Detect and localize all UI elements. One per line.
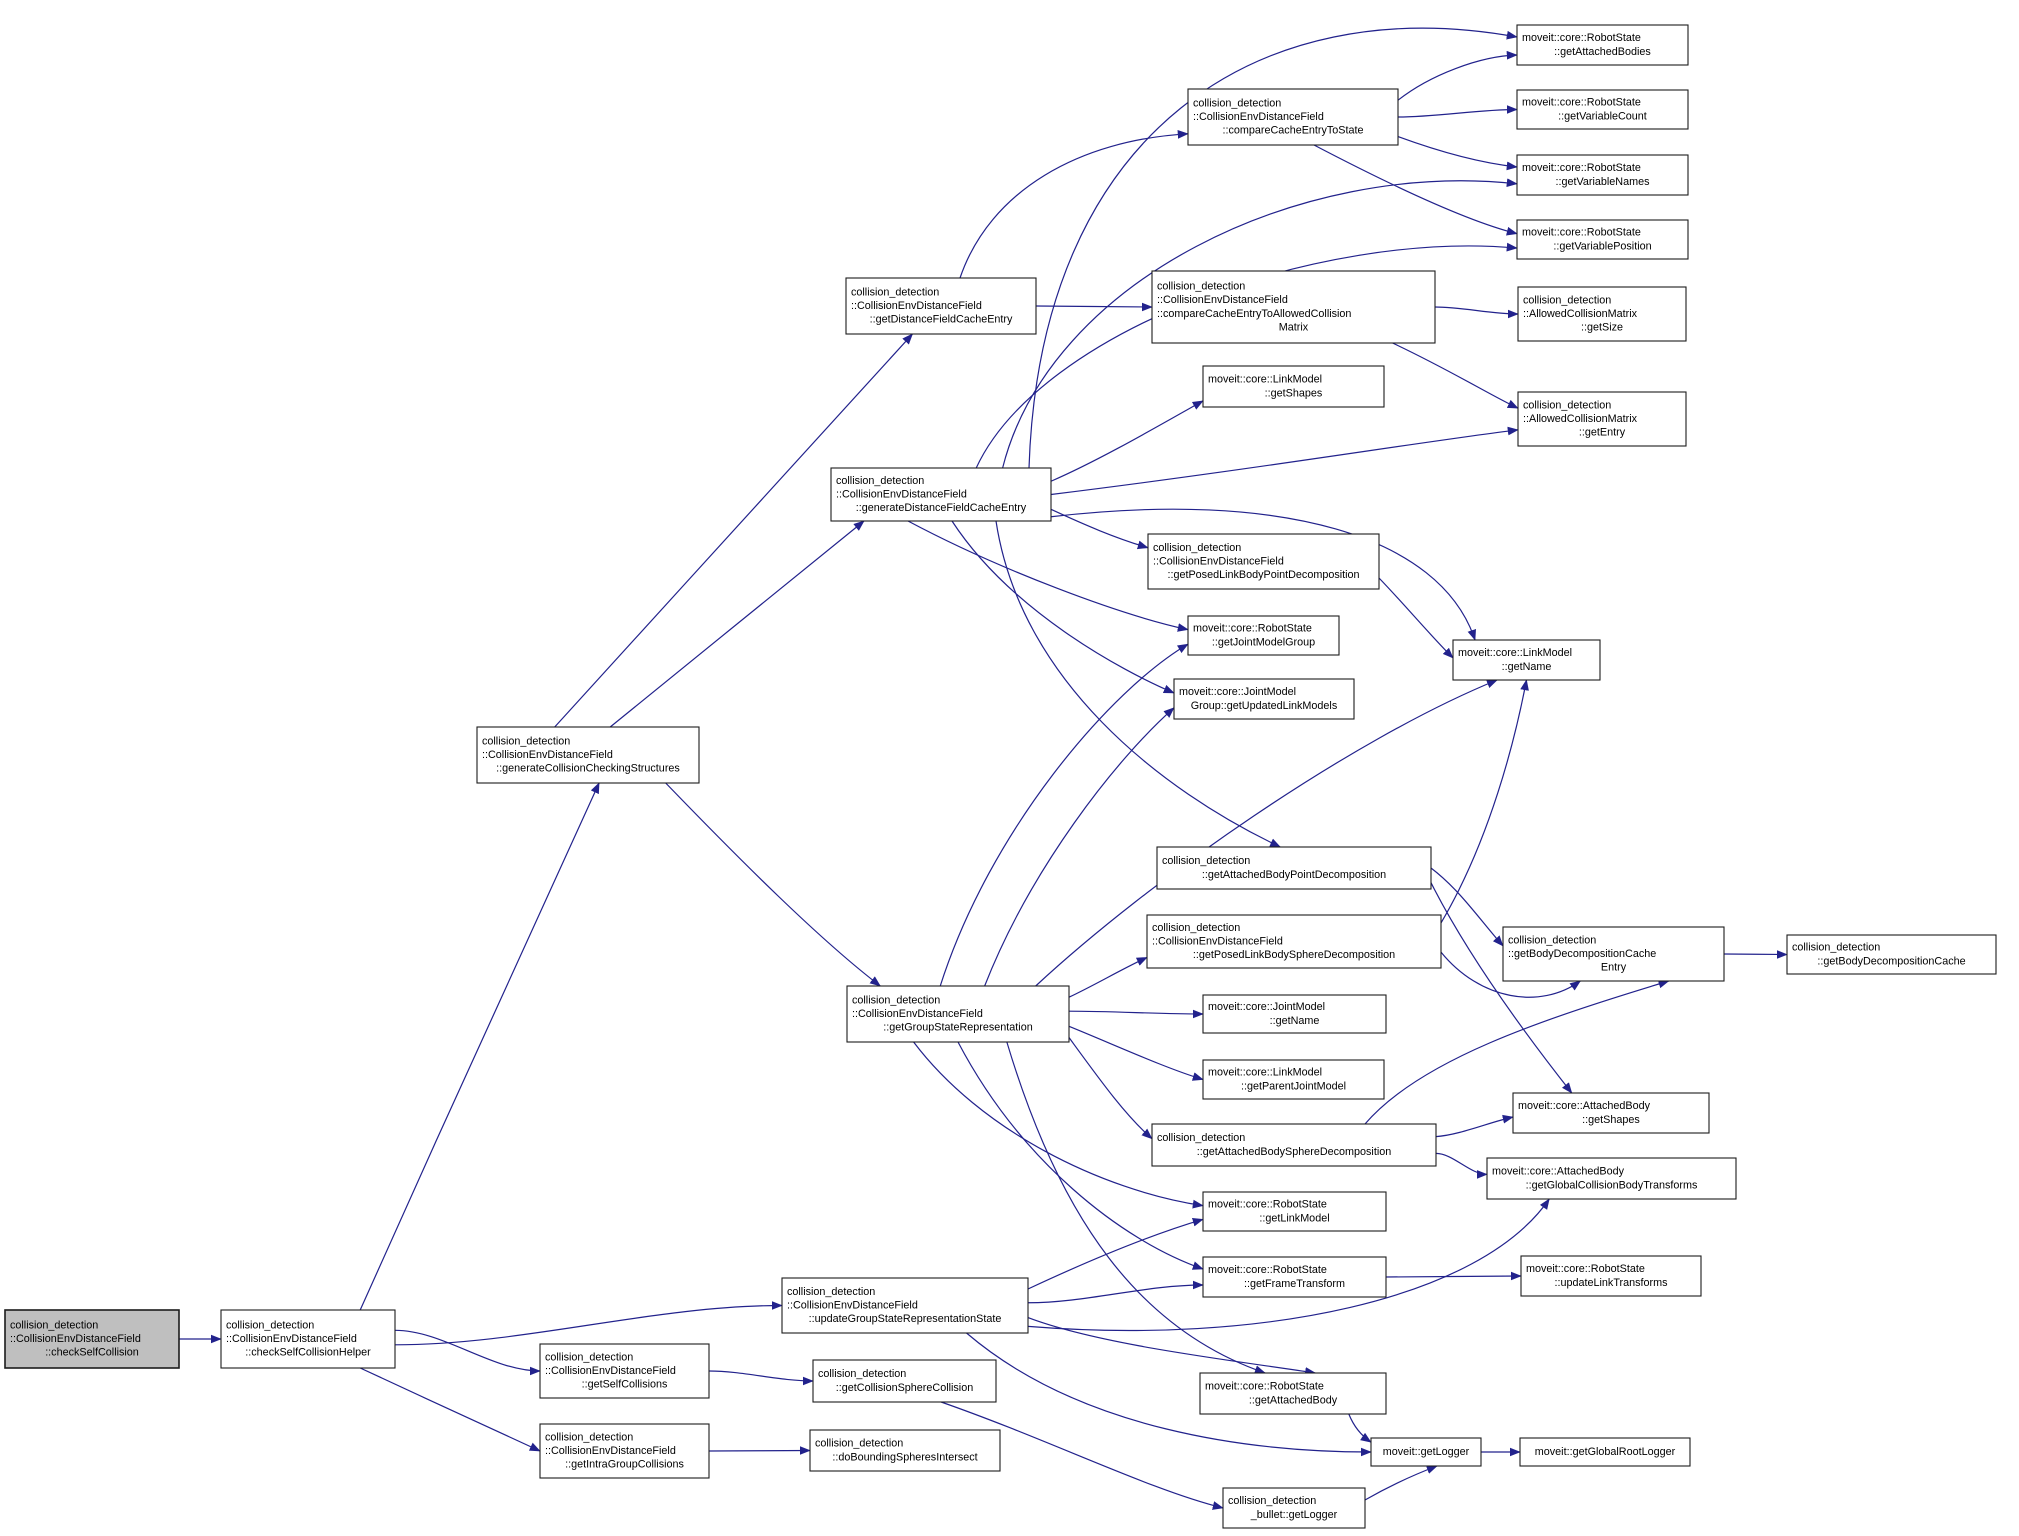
edge-generateCollisionCheckingStructures--getGroupStateRep [666,783,881,986]
node-lmGetParentJointModel[interactable] [1203,1060,1384,1099]
node-label-line: Matrix [1278,321,1309,334]
edge-generateDistanceFieldCacheEntry--rsGetJointModelGroup [908,521,1188,630]
node-rsGetVariableCount[interactable] [1517,90,1688,129]
edge-getPosedLinkBodySphereDecomp--lmGetName [1441,680,1527,923]
node-label-line: moveit::core::RobotState [1522,162,1641,175]
node-label-line: moveit::core::JointModel [1179,686,1297,699]
node-rsGetLinkModel[interactable] [1203,1192,1386,1231]
node-label-line: ::compareCacheEntryToState [1222,124,1364,137]
node-label-line: ::CollisionEnvDistanceField [787,1299,918,1312]
node-getLogger[interactable] [1371,1438,1481,1466]
node-label-line: ::CollisionEnvDistanceField [482,749,613,761]
edge-generateCollisionCheckingStructures--getDistanceFieldCacheEntry [555,334,913,727]
node-generateCollisionCheckingStructures[interactable] [477,727,699,783]
node-label-line: collision_detection [1508,934,1597,947]
node-label-line: ::getBodyDecompositionCache [1817,955,1966,968]
node-label-line: collision_detection [545,1351,634,1364]
node-label-line: collision_detection [1157,1132,1246,1145]
edge-getGroupStateRep--jmgGetUpdatedLinkModels [985,708,1174,986]
node-label-line: collision_detection [851,286,940,299]
edge-getGroupStateRep--lmGetParentJointModel [1069,1026,1203,1079]
node-rsGetAttachedBody[interactable] [1200,1373,1386,1414]
edge-updateGSRState--rsGetAttachedBody [1028,1318,1315,1373]
node-rsGetVariableNames[interactable] [1517,155,1688,195]
edge-compareCacheEntryToState--rsGetAttachedBodies [1398,55,1517,100]
node-label-line: ::getEntry [1578,426,1626,439]
node-label-line: ::getSize [1580,321,1624,334]
node-label-line: ::CollisionEnvDistanceField [851,300,982,312]
edge-rsGetAttachedBody--getLogger [1349,1414,1371,1442]
node-label-line: collision_detection [852,994,941,1007]
node-label-line: collision_detection [482,735,571,748]
node-updateGSRState[interactable] [782,1278,1028,1333]
node-label-line: ::getShapes [1582,1113,1640,1126]
node-bodyDecompCacheEntry[interactable] [1503,927,1724,981]
node-label-line: ::CollisionEnvDistanceField [1157,294,1288,307]
node-label-line: collision_detection [836,474,925,487]
node-rsGetJointModelGroup[interactable] [1188,616,1339,655]
edge-compareCacheEntryToAllowedCollisionMatrix--acmGetSize [1435,307,1518,314]
node-label-line: ::getAttachedBodySphereDecomposition [1196,1145,1392,1158]
node-label-line: ::getGlobalCollisionBodyTransforms [1525,1179,1698,1192]
node-label-line: moveit::core::RobotState [1522,32,1641,45]
node-label-line: collision_detection [10,1319,99,1332]
node-label-line: collision_detection [818,1368,907,1381]
node-label-line: moveit::core::LinkModel [1208,373,1323,386]
edge-bodyDecompCacheEntry--bodyDecompCache [1724,954,1787,955]
node-label-line: moveit::core::RobotState [1205,1380,1324,1393]
node-label-line: ::CollisionEnvDistanceField [1193,111,1324,123]
edge-checkSelfCollisionHelper--getIntraGroupCollisions [360,1368,540,1451]
node-acmGetEntry[interactable] [1518,392,1686,446]
node-label-line: ::getFrameTransform [1244,1277,1345,1290]
edge-getAttachedBodySphereDecomp--abGetShapes [1436,1117,1513,1137]
node-label-line: ::getVariablePosition [1553,240,1652,253]
node-getPosedLinkBodyPointDecomp[interactable] [1148,534,1379,589]
edge-getDistanceFieldCacheEntry--compareCacheEntryToState [960,134,1188,278]
edge-getAttachedBodySphereDecomp--abGetGlobalCollisionBodyTransforms [1436,1153,1487,1174]
edge-getPosedLinkBodyPointDecomp--lmGetName [1379,578,1453,658]
node-label-line: collision_detection [545,1431,634,1444]
node-getAttachedBodyPointDecomp[interactable] [1157,847,1431,889]
node-doBoundingSpheresIntersect[interactable] [810,1430,1000,1471]
node-label-line: ::compareCacheEntryToAllowedCollision [1157,307,1352,320]
edge-updateGSRState--rsGetFrameTransform [1028,1285,1203,1303]
node-lmGetShapes[interactable] [1203,366,1384,407]
node-label-line: collision_detection [1792,941,1881,954]
node-label-line: ::CollisionEnvDistanceField [545,1445,676,1457]
node-bodyDecompCache[interactable] [1787,935,1996,974]
edge-checkSelfCollisionHelper--generateCollisionCheckingStructures [360,783,599,1310]
node-label-line: moveit::core::AttachedBody [1492,1165,1625,1178]
node-compareCacheEntryToState[interactable] [1188,89,1398,145]
node-abGetShapes[interactable] [1513,1093,1709,1133]
node-label-line: ::getPosedLinkBodyPointDecomposition [1167,569,1360,582]
node-label-line: ::checkSelfCollision [45,1346,139,1359]
node-label-line: Entry [1600,961,1627,974]
node-generateDistanceFieldCacheEntry[interactable] [831,468,1051,521]
edge-bulletGetLogger--getLogger [1365,1466,1437,1500]
edge-getGroupStateRep--jmGetName [1069,1011,1203,1014]
node-label-line: ::updateGroupStateRepresentationState [808,1313,1002,1326]
node-bulletGetLogger[interactable] [1223,1488,1365,1528]
node-label-line: ::getAttachedBody [1248,1394,1338,1407]
edge-compareCacheEntryToState--rsGetVariablePosition [1314,145,1517,234]
node-checkSelfCollisionHelper[interactable] [221,1310,395,1368]
node-label-line: collision_detection [1193,97,1282,110]
node-label-line: collision_detection [1228,1495,1317,1508]
node-label-line: moveit::core::JointModel [1208,1001,1326,1014]
node-label-line: ::getJointModelGroup [1211,636,1316,649]
node-abGetGlobalCollisionBodyTransforms[interactable] [1487,1158,1736,1199]
node-label-line: ::getSelfCollisions [581,1378,668,1391]
node-label-line: collision_detection [1157,280,1246,293]
node-label-line: moveit::core::RobotState [1208,1264,1327,1277]
node-label-line: ::getShapes [1264,387,1323,400]
node-label-line: ::CollisionEnvDistanceField [1153,555,1284,568]
node-label-line: _bullet::getLogger [1250,1508,1338,1521]
node-getAttachedBodySphereDecomp[interactable] [1152,1124,1436,1166]
edge-generateDistanceFieldCacheEntry--lmGetShapes [1051,401,1203,481]
node-label-line: collision_detection [1152,921,1241,934]
node-label-line: ::CollisionEnvDistanceField [1152,935,1283,948]
node-label-line: moveit::core::RobotState [1526,1263,1645,1276]
edge-updateGSRState--rsGetLinkModel [1028,1219,1203,1289]
node-getCollisionSphereCollision[interactable] [813,1360,996,1402]
node-getDistanceFieldCacheEntry[interactable] [846,278,1036,334]
node-label-line: moveit::getLogger [1382,1446,1470,1458]
node-label-line: collision_detection [1162,855,1251,868]
edge-compareCacheEntryToState--rsGetVariableCount [1398,110,1517,118]
node-label-line: collision_detection [787,1285,876,1298]
node-label-line: ::getLinkModel [1259,1212,1330,1225]
node-getGlobalRootLogger[interactable] [1520,1438,1690,1466]
node-label-line: ::getVariableCount [1558,110,1647,123]
node-label-line: Group::getUpdatedLinkModels [1190,699,1338,712]
node-label-line: ::getName [1269,1014,1320,1027]
node-label-line: ::generateDistanceFieldCacheEntry [855,502,1027,515]
node-getPosedLinkBodySphereDecomp[interactable] [1147,915,1441,968]
node-label-line: collision_detection [1523,399,1612,412]
node-compareCacheEntryToAllowedCollisionMatrix[interactable] [1152,271,1435,343]
node-rsGetVariablePosition[interactable] [1517,220,1688,259]
node-label-line: moveit::core::AttachedBody [1518,1100,1651,1113]
node-label-line: moveit::core::RobotState [1522,226,1641,239]
node-label-line: moveit::core::LinkModel [1458,647,1573,660]
node-lmGetName[interactable] [1453,640,1600,680]
edge-getAttachedBodyPointDecomp--bodyDecompCacheEntry [1431,868,1503,946]
node-jmgGetUpdatedLinkModels[interactable] [1174,679,1354,719]
node-label-line: collision_detection [226,1319,315,1332]
node-label-line: ::getParentJointModel [1240,1080,1347,1093]
edge-compareCacheEntryToAllowedCollisionMatrix--acmGetEntry [1393,343,1518,408]
node-acmGetSize[interactable] [1518,287,1686,341]
edge-checkSelfCollisionHelper--updateGSRState [395,1306,782,1345]
edge-getSelfCollisions--getCollisionSphereCollision [709,1371,813,1381]
node-jmGetName[interactable] [1203,995,1386,1033]
node-label-line: ::generateCollisionCheckingStructures [496,762,680,775]
node-label-line: moveit::core::RobotState [1522,96,1641,109]
node-getGroupStateRep[interactable] [847,986,1069,1042]
node-label-line: moveit::getGlobalRootLogger [1534,1446,1676,1458]
node-label-line: ::CollisionEnvDistanceField [226,1333,357,1345]
node-label-line: ::AllowedCollisionMatrix [1523,413,1638,425]
node-getSelfCollisions[interactable] [540,1344,709,1398]
node-label-line: ::getName [1501,660,1552,673]
node-label-line: ::getVariableNames [1555,175,1650,188]
node-label-line: ::doBoundingSpheresIntersect [832,1451,978,1464]
edge-generateDistanceFieldCacheEntry--jmgGetUpdatedLinkModels [952,521,1174,693]
node-label-line: moveit::core::RobotState [1208,1198,1327,1211]
node-rsUpdateLinkTransforms[interactable] [1521,1256,1701,1296]
edge-getIntraGroupCollisions--doBoundingSpheresIntersect [709,1451,810,1452]
node-label-line: ::getAttachedBodyPointDecomposition [1201,868,1387,881]
node-getIntraGroupCollisions[interactable] [540,1424,709,1478]
edge-checkSelfCollisionHelper--getSelfCollisions [395,1330,540,1371]
edge-rsGetFrameTransform--rsUpdateLinkTransforms [1386,1276,1521,1277]
node-label-line: ::CollisionEnvDistanceField [545,1365,676,1377]
node-label-line: ::checkSelfCollisionHelper [245,1346,371,1359]
edge-getGroupStateRep--getPosedLinkBodySphereDecomp [1069,957,1147,997]
node-label-line: ::CollisionEnvDistanceField [10,1333,141,1345]
node-label-line: ::getBodyDecompositionCache [1508,948,1657,960]
node-label-line: collision_detection [1153,541,1242,554]
node-label-line: collision_detection [815,1437,904,1450]
node-label-line: ::getIntraGroupCollisions [565,1458,684,1471]
node-label-line: moveit::core::LinkModel [1208,1066,1323,1079]
node-label-line: ::updateLinkTransforms [1554,1276,1668,1289]
node-rsGetAttachedBodies[interactable] [1517,25,1688,65]
node-label-line: ::CollisionEnvDistanceField [836,488,967,501]
node-label-line: ::getGroupStateRepresentation [883,1021,1033,1034]
node-label-line: ::getDistanceFieldCacheEntry [869,313,1013,326]
node-label-line: ::CollisionEnvDistanceField [852,1008,983,1020]
node-rsGetFrameTransform[interactable] [1203,1257,1386,1297]
edge-generateDistanceFieldCacheEntry--acmGetEntry [1051,430,1518,495]
edge-compareCacheEntryToState--rsGetVariableNames [1398,137,1517,167]
node-checkSelfCollision [5,1310,179,1368]
node-label-line: ::getPosedLinkBodySphereDecomposition [1192,949,1396,962]
node-label-line: moveit::core::RobotState [1193,622,1312,635]
node-label-line: ::getCollisionSphereCollision [835,1381,974,1394]
edge-getGroupStateRep--getAttachedBodySphereDecomp [1069,1038,1152,1139]
node-label-line: ::getAttachedBodies [1554,45,1651,58]
edge-getAttachedBodyPointDecomp--abGetShapes [1431,883,1572,1093]
node-label-line: ::AllowedCollisionMatrix [1523,308,1638,320]
node-label-line: collision_detection [1523,294,1612,307]
